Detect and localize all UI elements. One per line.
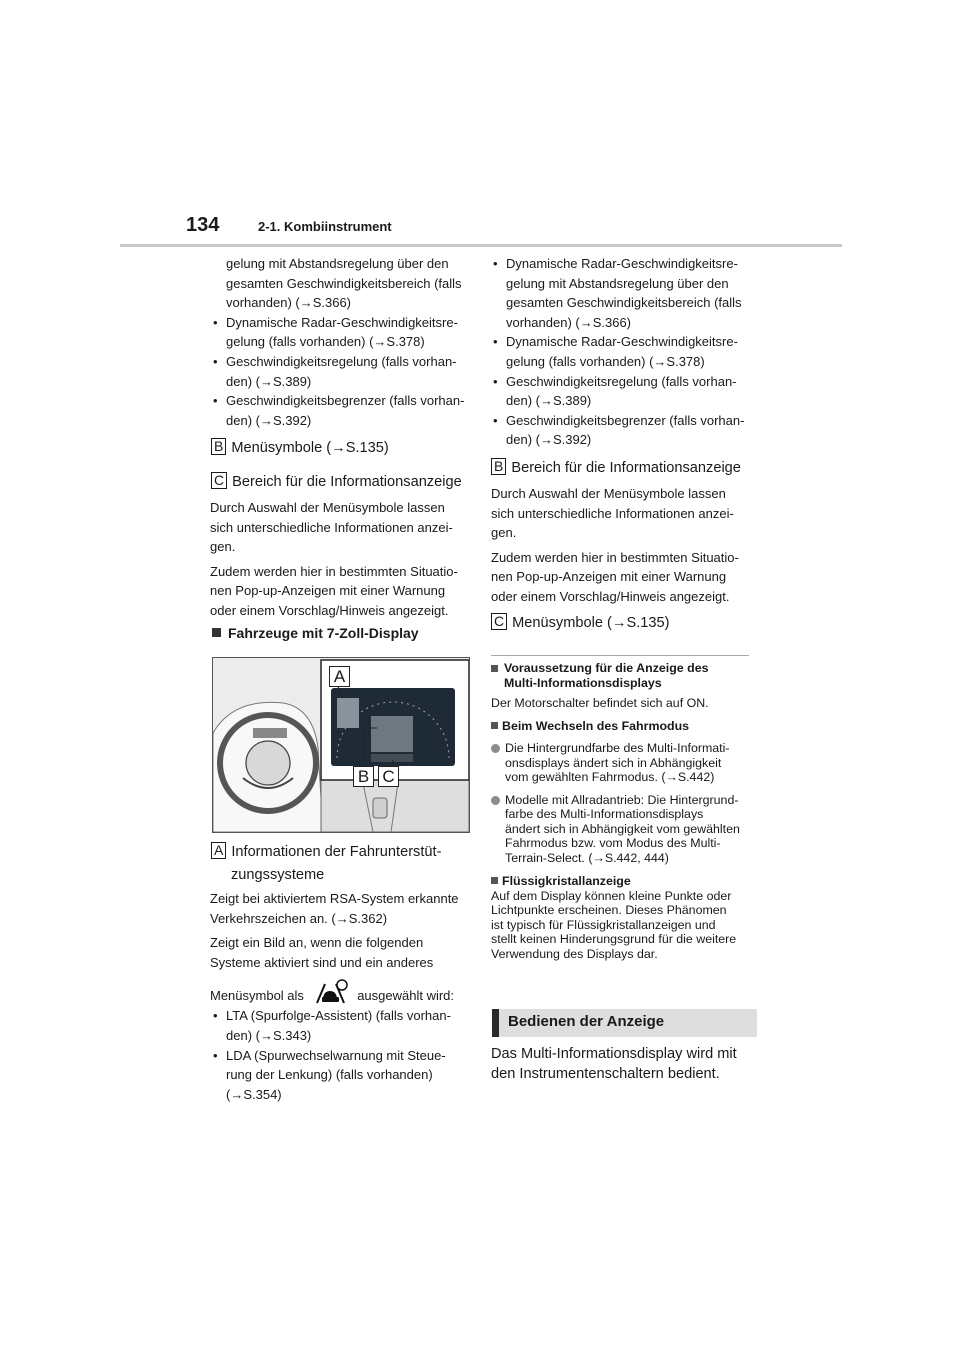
text-line: onsdisplays ändert sich in Abhängigkeit xyxy=(505,755,722,770)
text-line: gelung (falls vorhanden) (→S.378) xyxy=(226,334,425,350)
left-column-top xyxy=(210,254,472,430)
circle-bullet-icon xyxy=(491,796,500,805)
heading-text: Menüsymbole (→S.135) xyxy=(231,440,389,456)
list-item xyxy=(490,332,752,371)
left-paragraphs xyxy=(210,498,472,621)
callout-label-c: C xyxy=(211,472,227,489)
text-line: vom gewählten Fahrmodus. (→S.442) xyxy=(505,770,715,784)
list-item xyxy=(210,1046,475,1105)
square-bullet-icon xyxy=(491,877,498,884)
text-fragment: ausgewählt wird: xyxy=(357,988,455,1004)
text-line: gesamten Geschwindigkeitsbereich (falls xyxy=(506,295,742,311)
text-line: Der Motorschalter befindet sich auf ON. xyxy=(491,696,709,710)
list-item xyxy=(490,254,752,332)
text-line: Verkehrszeichen an. (→S.362) xyxy=(210,910,388,926)
text-line: rung der Lenkung) (falls vorhanden) xyxy=(226,1067,433,1083)
instrument-cluster-illustration xyxy=(212,657,470,833)
text-line: oder einem Vorschlag/Hinweis angezeigt. xyxy=(210,602,449,618)
heading-text: Menüsymbole (→S.135) xyxy=(512,615,670,631)
heading-text: Beim Wechseln des Fahrmodus xyxy=(502,718,690,733)
text-line: gelung mit Abstandsregelung über den xyxy=(506,275,729,291)
text-line: Zudem werden hier in bestimmten Situatio- xyxy=(491,549,739,565)
text-line: den Instrumentenschaltern bedient. xyxy=(491,1066,720,1082)
heading-text: Informationen der Fahrunterstüt- xyxy=(231,844,442,860)
list-item xyxy=(490,372,752,411)
callout-a-heading xyxy=(211,842,476,885)
section-heading-7inch xyxy=(212,624,474,642)
text-line: farbe des Multi-Informationsdisplays xyxy=(505,807,704,821)
driving-assist-car-icon xyxy=(311,978,351,1006)
heading-text: Flüssigkristallanzeige xyxy=(502,874,631,888)
text-line: Durch Auswahl der Menüsymbole lassen xyxy=(491,486,726,501)
text-line: • LTA (Spurfolge-Assistent) (falls vorhan- xyxy=(226,1008,451,1024)
text-line: • Geschwindigkeitsregelung (falls vorhan- xyxy=(226,353,457,369)
heading-text: Bereich für die Informationsanzeige xyxy=(511,460,741,476)
figure-label-a: A xyxy=(329,666,350,687)
callout-label-c: C xyxy=(491,613,507,630)
menu-icon-line xyxy=(210,978,475,1006)
text-line: Terrain-Select. (→S.442, 444) xyxy=(505,850,669,865)
text-line: stellt keinen Hinderungsgrund für die weitere xyxy=(491,932,737,946)
callout-b-heading-right xyxy=(491,458,761,478)
text-line: • Geschwindigkeitsbegrenzer (falls vorhan- xyxy=(506,412,745,428)
callout-c-heading xyxy=(211,472,481,492)
text-line: Durch Auswahl der Menüsymbole lassen xyxy=(210,500,445,515)
section-title: Bedienen der Anzeige xyxy=(508,1013,665,1030)
text-line: oder einem Vorschlag/Hinweis angezeigt. xyxy=(491,588,730,604)
text-fragment: Menüsymbol als xyxy=(210,988,304,1004)
circle-bullet-icon xyxy=(491,744,500,753)
note-title xyxy=(491,719,756,734)
text-line: gelung mit Abstandsregelung über den xyxy=(226,256,449,271)
heading-text: Bereich für die Informationsanzeige xyxy=(232,474,462,490)
right-column-top xyxy=(490,254,752,450)
text-line: Die Hintergrundfarbe des Multi-Informati- xyxy=(505,741,730,755)
text-line: gen. xyxy=(210,539,236,555)
text-line: Systeme aktiviert sind und ein anderes xyxy=(210,954,434,970)
text-line: den) (→S.392) xyxy=(506,432,592,448)
callout-b-heading xyxy=(211,438,476,458)
section-title-bar xyxy=(492,1009,757,1037)
list-item xyxy=(210,391,472,430)
figure-label-b: B xyxy=(353,766,374,787)
right-paragraphs xyxy=(491,484,753,607)
text-line: gelung (falls vorhanden) (→S.378) xyxy=(506,353,705,369)
list-item xyxy=(490,411,752,450)
text-line: • Geschwindigkeitsregelung (falls vorhan- xyxy=(506,373,737,389)
notes-divider xyxy=(491,655,749,656)
text-line: Fahrmodus bzw. vom Modus des Multi- xyxy=(505,836,721,850)
figure-label-c: C xyxy=(378,766,399,787)
header-rule xyxy=(120,244,842,247)
text-line: Das Multi-Informationsdisplay wird mit xyxy=(491,1046,737,1062)
text-line: vorhanden) (→S.366) xyxy=(506,314,632,330)
text-line: den) (→S.392) xyxy=(226,412,312,428)
notes-block xyxy=(491,661,756,961)
text-line: (→S.354) xyxy=(226,1086,282,1102)
chapter-title: 2-1. Kombiinstrument xyxy=(258,219,392,234)
text-line: Auf dem Display können kleine Punkte oder xyxy=(491,888,732,903)
text-line: Lichtpunkte erscheinen. Dieses Phänomen xyxy=(491,903,727,917)
text-line: vorhanden) (→S.366) xyxy=(226,295,352,311)
text-line: Modelle mit Allradantrieb: Die Hintergrund- xyxy=(505,792,739,807)
text-line: • LDA (Spurwechselwarnung mit Steue- xyxy=(226,1047,446,1063)
text-line: Multi-Informationsdisplays xyxy=(504,675,662,690)
text-line: Zeigt ein Bild an, wenn die folgenden xyxy=(210,935,424,951)
text-line: den) (→S.389) xyxy=(226,373,312,389)
text-line: • Geschwindigkeitsbegrenzer (falls vorhan- xyxy=(226,393,465,409)
text-line: Zeigt bei aktiviertem RSA-System erkannte xyxy=(210,891,459,906)
callout-label-b: B xyxy=(491,458,506,475)
callout-c-heading-right xyxy=(491,613,756,633)
text-line: gen. xyxy=(491,525,517,541)
text-line: Zudem werden hier in bestimmten Situatio- xyxy=(210,563,458,579)
note-item xyxy=(491,793,756,866)
note-title xyxy=(491,874,756,889)
final-text xyxy=(491,1044,761,1084)
text-line: nen Pop-up-Anzeigen mit einer Warnung xyxy=(210,583,446,599)
page-number: 134 xyxy=(186,214,220,236)
callout-label-a: A xyxy=(211,842,226,859)
heading-text: zungssysteme xyxy=(231,867,325,883)
text-line: den) (→S.389) xyxy=(506,393,592,409)
square-bullet-icon xyxy=(491,665,498,672)
text-line: gesamten Geschwindigkeitsbereich (falls xyxy=(226,275,462,291)
text-line: sich unterschiedliche Informationen anzei- xyxy=(210,519,453,535)
callout-label-b: B xyxy=(211,438,226,455)
square-bullet-icon xyxy=(491,722,498,729)
square-bullet-icon xyxy=(212,628,221,637)
list-item xyxy=(210,352,472,391)
list-item xyxy=(210,313,472,352)
note-item xyxy=(491,741,756,785)
text-line: • Dynamische Radar-Geschwindigkeitsre- xyxy=(226,314,458,330)
text-line: • Dynamische Radar-Geschwindigkeitsre- xyxy=(506,256,738,271)
text-line: sich unterschiedliche Informationen anzei- xyxy=(491,505,734,521)
note-title xyxy=(491,661,756,690)
text-line: Verwendung des Displays dar. xyxy=(491,946,658,961)
text-line: ist typisch für Flüssigkristallanzeigen und xyxy=(491,917,716,932)
text-line: Voraussetzung für die Anzeige des xyxy=(504,661,709,675)
heading-text: Fahrzeuge mit 7-Zoll-Display xyxy=(228,625,419,641)
text-line: ändert sich in Abhängigkeit vom gewählten xyxy=(505,821,740,836)
text-line: den) (→S.343) xyxy=(226,1027,312,1043)
text-line: • Dynamische Radar-Geschwindigkeitsre- xyxy=(506,334,738,350)
list-item xyxy=(210,1006,475,1045)
left-bottom-text xyxy=(210,889,475,1104)
text-line: nen Pop-up-Anzeigen mit einer Warnung xyxy=(491,569,727,585)
